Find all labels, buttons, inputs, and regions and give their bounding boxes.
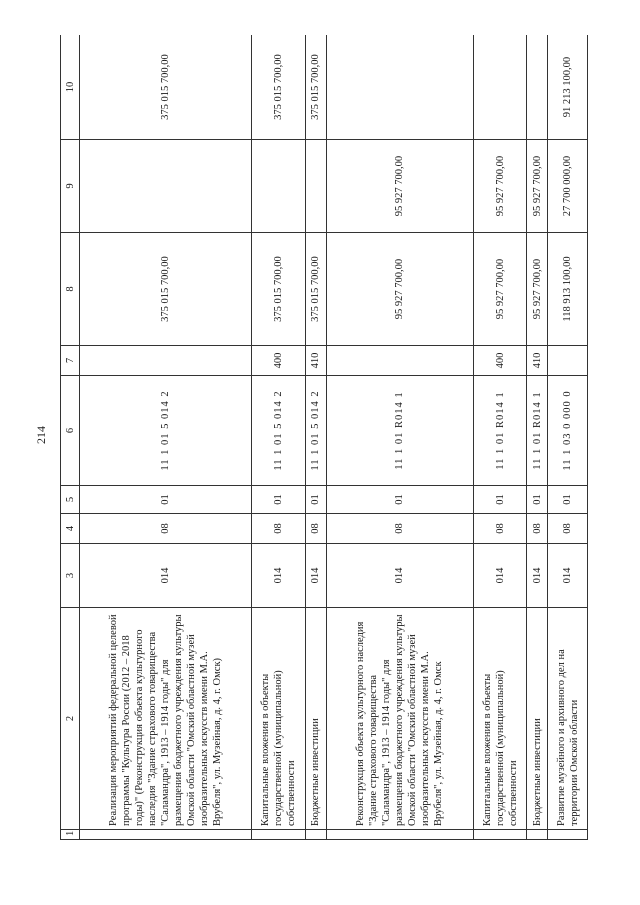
cell-index (474, 830, 527, 840)
page-number: 214 (34, 426, 48, 444)
cell-target-article: 11 1 01 R014 1 (527, 376, 548, 486)
cell-amount-total: 118 913 100,00 (548, 233, 588, 346)
table-row (252, 35, 305, 840)
cell-amount-federal: 95 927 700,00 (527, 140, 548, 233)
cell-subsection: 01 (326, 486, 473, 514)
header-cell: 8 (61, 233, 80, 346)
cell-amount-federal (305, 140, 326, 233)
cell-amount-federal: 95 927 700,00 (326, 140, 473, 233)
cell-target-article: 11 1 03 0 000 0 (548, 376, 588, 486)
cell-index (326, 830, 473, 840)
table-row (474, 35, 527, 840)
cell-section: 08 (326, 514, 473, 544)
header-cell: 5 (61, 486, 80, 514)
header-cell: 9 (61, 140, 80, 233)
cell-target-article: 11 1 01 5 014 2 (305, 376, 326, 486)
cell-amount-total: 95 927 700,00 (326, 233, 473, 346)
cell-expense-type (326, 346, 473, 376)
cell-section: 08 (80, 514, 252, 544)
cell-subsection: 01 (80, 486, 252, 514)
cell-amount-total: 375 015 700,00 (80, 233, 252, 346)
cell-amount-total: 375 015 700,00 (252, 233, 305, 346)
cell-expense-type: 400 (252, 346, 305, 376)
cell-section: 08 (548, 514, 588, 544)
header-cell: 4 (61, 514, 80, 544)
cell-subsection: 01 (305, 486, 326, 514)
cell-admin-code: 014 (548, 544, 588, 608)
cell-admin-code: 014 (527, 544, 548, 608)
table-row (80, 35, 252, 840)
rotated-sheet (60, 35, 588, 840)
cell-admin-code: 014 (252, 544, 305, 608)
cell-target-article: 11 1 01 R014 1 (326, 376, 473, 486)
cell-amount-regional (326, 35, 473, 140)
cell-index (305, 830, 326, 840)
header-cell: 7 (61, 346, 80, 376)
cell-subsection: 01 (548, 486, 588, 514)
header-cell: 10 (61, 35, 80, 140)
cell-subsection: 01 (252, 486, 305, 514)
cell-name: Реализация мероприятий федеральной целевой программы "Культура России (2012 – 2018 годы)" (Реконструкция объекта культурного наследия "Здание страхового товарищества "Саламандра", 1913 – 1914 годы" для размещения бюджетного учреждения культуры Омской области "Омский областной музей изобразительных искусств имени М.А. Врубеля", ул. Музейная, д. 4, г. Омск) (80, 608, 252, 830)
cell-expense-type (80, 346, 252, 376)
table-row (326, 35, 473, 840)
cell-subsection: 01 (527, 486, 548, 514)
cell-index (548, 830, 588, 840)
header-cell: 3 (61, 544, 80, 608)
cell-admin-code: 014 (474, 544, 527, 608)
cell-amount-total: 375 015 700,00 (305, 233, 326, 346)
cell-expense-type: 400 (474, 346, 527, 376)
cell-name: Бюджетные инвестиции (305, 608, 326, 830)
cell-amount-regional: 375 015 700,00 (80, 35, 252, 140)
table-row (548, 35, 588, 840)
cell-expense-type: 410 (527, 346, 548, 376)
header-row (61, 35, 80, 840)
cell-amount-regional: 375 015 700,00 (305, 35, 326, 140)
cell-amount-regional: 91 213 100,00 (548, 35, 588, 140)
cell-target-article: 11 1 01 R014 1 (474, 376, 527, 486)
cell-amount-total: 95 927 700,00 (527, 233, 548, 346)
cell-amount-regional: 375 015 700,00 (252, 35, 305, 140)
rotated-table-wrapper (60, 35, 588, 840)
cell-name: Капитальные вложения в объекты государственной (муниципальной) собственности (252, 608, 305, 830)
cell-section: 08 (474, 514, 527, 544)
cell-index (80, 830, 252, 840)
cell-amount-federal (80, 140, 252, 233)
cell-amount-federal (252, 140, 305, 233)
table-row (527, 35, 548, 840)
cell-expense-type: 410 (305, 346, 326, 376)
cell-admin-code: 014 (326, 544, 473, 608)
cell-admin-code: 014 (305, 544, 326, 608)
cell-name: Капитальные вложения в объекты государственной (муниципальной) собственности (474, 608, 527, 830)
cell-admin-code: 014 (80, 544, 252, 608)
cell-amount-regional (474, 35, 527, 140)
header-cell: 1 (61, 830, 80, 840)
cell-section: 08 (252, 514, 305, 544)
cell-index (252, 830, 305, 840)
budget-table (60, 35, 588, 840)
cell-name: Реконструкция объекта культурного наследия "Здание страхового товарищества "Саламандра", 1913 – 1914 годы" для размещения бюджетного учреждения культуры Омской области "Омский областной музей изобразительных искусств имени М.А. Врубеля", ул. Музейная, д. 4, г. Омск (326, 608, 473, 830)
cell-section: 08 (305, 514, 326, 544)
cell-amount-regional (527, 35, 548, 140)
cell-expense-type (548, 346, 588, 376)
cell-name: Бюджетные инвестиции (527, 608, 548, 830)
cell-name: Развитие музейного и архивного дел на территории Омской области (548, 608, 588, 830)
header-cell: 2 (61, 608, 80, 830)
table-row (305, 35, 326, 840)
cell-amount-total: 95 927 700,00 (474, 233, 527, 346)
cell-section: 08 (527, 514, 548, 544)
cell-amount-federal: 95 927 700,00 (474, 140, 527, 233)
header-cell: 6 (61, 376, 80, 486)
cell-target-article: 11 1 01 5 014 2 (80, 376, 252, 486)
cell-subsection: 01 (474, 486, 527, 514)
cell-index (527, 830, 548, 840)
cell-target-article: 11 1 01 5 014 2 (252, 376, 305, 486)
cell-amount-federal: 27 700 000,00 (548, 140, 588, 233)
